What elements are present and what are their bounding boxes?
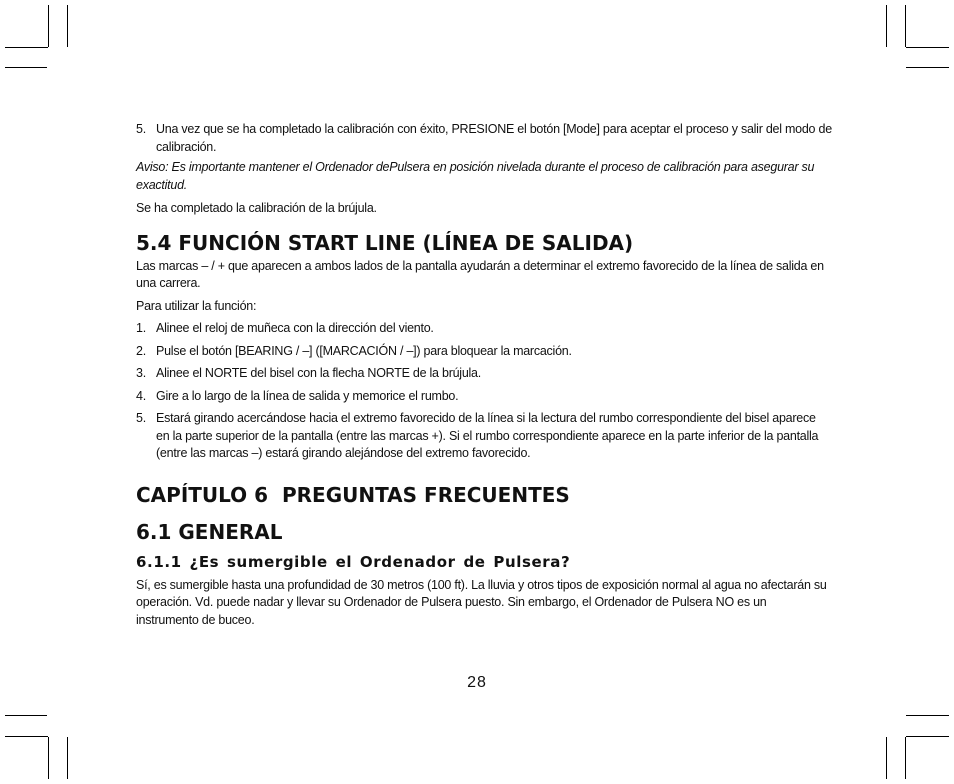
list-item [136,365,832,383]
crop-mark [67,737,68,779]
list-text: Pulse el botón [BEARING / –] ([MARCACIÓN / –]) para bloquear la marcación. [156,343,572,358]
page-number: 28 [467,674,487,691]
list-number: 2. [136,343,146,358]
crop-mark [5,47,48,48]
crop-mark [48,5,49,47]
list-item [136,320,832,338]
section-heading-5-4: 5.4 FUNCIÓN START LINE (LÍNEA DE SALIDA) [136,230,634,255]
list-text: Alinee el reloj de muñeca con la dirección del viento. [156,321,434,335]
list-text: Una vez que se ha completado la calibración con éxito, PRESIONE el botón [Mode] para aceptar el proceso y salir del modo de calibración. [156,122,832,154]
list-number: 5. [136,122,146,136]
notice-text: Aviso: Es importante mantener el Ordenador dePulsera en posición nivelada durante el proceso de calibración para asegurar su exactitud. [136,160,815,192]
use-label: Para utilizar la función: [136,298,257,313]
crop-mark [906,67,949,68]
list-item [136,121,832,156]
chapter-heading: CAPÍTULO 6 PREGUNTAS FRECUENTES [136,482,570,507]
crop-mark [5,67,47,68]
section-heading-6-1: 6.1 GENERAL [136,519,283,544]
crop-mark [5,715,47,716]
crop-mark [67,5,68,47]
list-number: 5. [136,411,146,425]
crop-mark [886,5,887,47]
crop-mark [48,737,49,779]
page-content [136,121,832,629]
crop-mark [886,737,887,779]
list-text: Alinee el NORTE del bisel con la flecha NORTE de la brújula. [156,366,481,380]
completed-text: Se ha completado la calibración de la brújula. [136,201,377,215]
crop-mark [906,47,949,48]
crop-mark [906,736,949,737]
list-item [136,388,832,406]
crop-mark [906,715,949,716]
list-number: 3. [136,366,146,380]
list-number: 4. [136,388,146,403]
crop-mark [905,737,906,779]
answer-text: Sí, es sumergible hasta una profundidad de 30 metros (100 ft). La lluvia y otros tipos de exposición normal al agua no afectarán su operación. Vd. puede nadar y llevar su Ordenador de Pulsera puesto. Sin embargo, el Ordenador de Pulsera NO es un instrumento de buceo. [136,577,827,627]
subsection-heading-6-1-1: 6.1.1 ¿Es sumergible el Ordenador de Pulsera? [136,552,571,571]
list-number: 1. [136,321,146,335]
list-text: Gire a lo largo de la línea de salida y memorice el rumbo. [156,388,459,403]
list-text: Estará girando acercándose hacia el extremo favorecido de la línea si la lectura del rumbo correspondiente del bisel aparece en la parte superior de la pantalla (entre las marcas +). Si el rumbo correspondiente aparece en la parte inferior de la pantalla (entre las marcas –) estará girando alejándose del extremo favorecido. [156,411,819,460]
crop-mark [5,736,48,737]
list-item [136,410,832,463]
crop-mark [905,5,906,47]
section-intro: Las marcas – / + que aparecen a ambos lados de la pantalla ayudarán a determinar el extremo favorecido de la línea de salida en una carrera. [136,258,824,290]
list-item [136,343,832,361]
